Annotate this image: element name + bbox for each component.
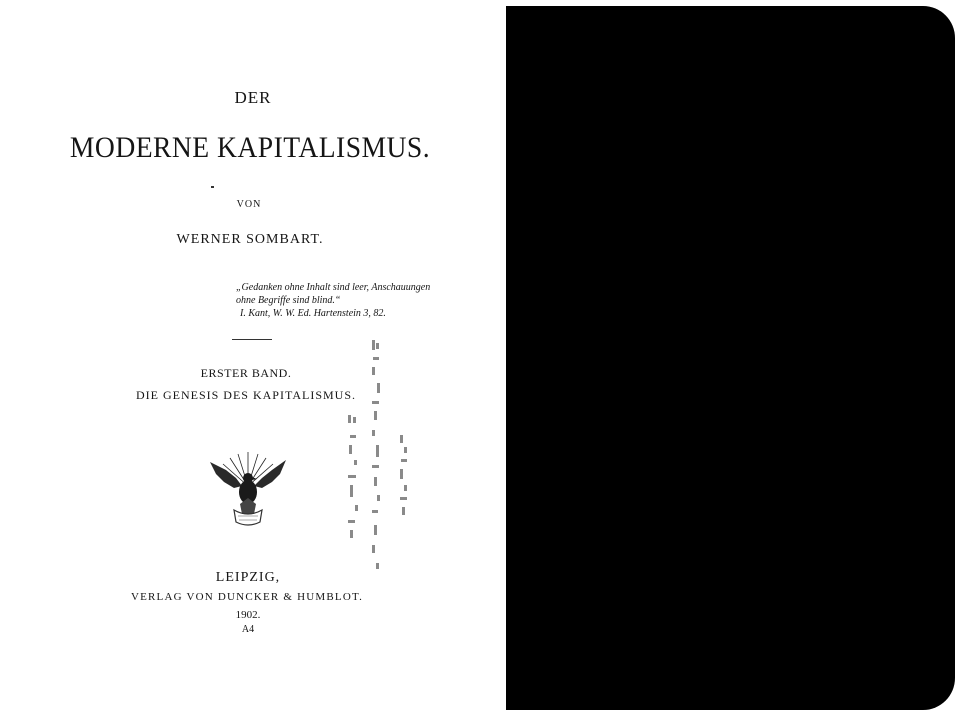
von-label: VON [236,199,262,210]
volume-label: ERSTER BAND. [200,366,292,380]
book-title: MODERNE KAPITALISMUS. [69,131,431,164]
epigraph [236,281,430,320]
epigraph-line-1: „Gedanken ohne Inhalt sind leer, Anschauungen [236,282,431,293]
publisher-name: VERLAG VON DUNCKER & HUMBLOT. [130,591,364,603]
volume-subtitle: DIE GENESIS DES KAPITALISMUS. [135,388,357,402]
publication-city: LEIPZIG, [215,570,281,585]
publisher-eagle-emblem-icon [208,448,288,530]
shelfmark: A4 [241,624,255,635]
divider-rule [232,339,272,340]
epigraph-attribution: I. Kant, W. W. Ed. Hartenstein 3, 82. [240,308,386,319]
publication-year: 1902. [235,609,261,621]
epigraph-line-2: ohne Begriffe sind blind.“ [236,295,341,306]
ink-speck [211,186,214,188]
library-stamp-icon [338,335,418,585]
black-panel [506,6,955,710]
title-article: DER [234,88,272,107]
author-name: WERNER SOMBART. [176,232,324,247]
